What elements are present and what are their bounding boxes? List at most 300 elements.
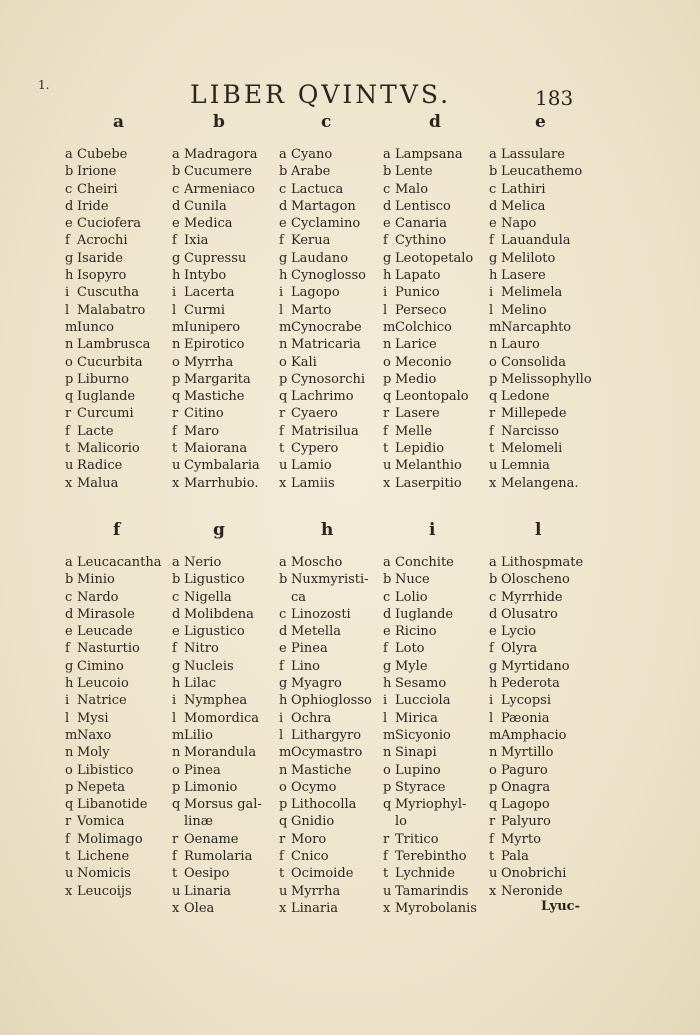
entry-key-letter: i [383,285,388,301]
entry-word: Morandula [184,745,257,761]
index-entry [383,302,495,319]
entry-key-letter: b [279,572,288,588]
entry-key-letter: r [489,406,496,422]
index-entry [489,658,601,675]
index-entry [383,692,495,709]
entry-word: Lampsana [395,147,463,162]
entry-word: Napo [501,216,537,232]
entry-key-letter: x [279,475,287,491]
entry-word: Lagopo [501,797,550,813]
entry-key-letter: p [172,371,181,387]
entry-key-letter: q [383,389,392,405]
index-entry [489,744,601,761]
index-entry [172,883,284,900]
entry-key-letter: e [65,216,73,232]
entry-word: Limonio [184,779,238,795]
index-entry [383,457,495,474]
entry-key-letter: f [65,641,70,657]
entry-key-letter: g [65,658,74,674]
entry-key-letter: t [65,441,71,457]
entry-word: Iuglande [77,389,136,405]
index-entry [172,571,284,588]
entry-word: Amphacio [501,727,567,743]
entry-word: Cymbalaria [184,458,260,474]
entry-key-letter: u [279,458,288,474]
entry-word: Molibdena [184,606,254,622]
index-entry [489,865,601,882]
entry-word: Linozosti [291,606,351,622]
index-entry [172,865,284,882]
entry-word: Mirica [395,710,438,726]
entry-key-letter: e [65,624,73,640]
index-entry [172,215,284,232]
page-number: 183 [535,86,574,110]
entry-word: Nardo [77,589,119,605]
index-entry [65,727,177,744]
index-column [489,554,601,900]
entry-key-letter: a [279,555,287,570]
index-column [383,554,495,917]
index-entry [172,692,284,709]
index-entry [489,710,601,727]
entry-word: Melino [501,302,547,318]
index-entry [489,457,601,474]
entry-key-letter: d [279,624,288,640]
index-entry [65,623,177,640]
entry-key-letter: e [489,216,497,232]
index-entry [172,675,284,692]
entry-key-letter: o [279,779,287,795]
entry-word: Lithargyro [291,727,362,743]
entry-word: Madragora [184,147,258,162]
column-head: c [321,112,332,132]
entry-key-letter: g [172,658,181,674]
index-entry [279,163,391,180]
entry-word: Minio [77,572,115,588]
column-head: a [113,112,125,132]
entry-word: Paguro [501,762,548,778]
entry-key-letter: l [65,302,70,318]
entry-key-letter: x [489,475,497,491]
index-entry [279,710,391,727]
index-entry [489,813,601,830]
entry-key-letter: i [172,285,177,301]
entry-word: Lycopsi [501,693,552,709]
entry-key-letter: c [383,181,391,197]
entry-word: Cimino [77,658,124,674]
index-entry [65,796,177,813]
entry-key-letter: q [172,389,181,405]
entry-key-letter: x [279,900,287,916]
entry-word: Cuciofera [77,216,142,232]
entry-key-letter: l [489,302,494,318]
entry-key-letter: u [383,883,392,899]
entry-key-letter: d [489,606,498,622]
index-entry [172,250,284,267]
index-entry [279,388,391,405]
entry-word: Naxo [77,727,112,743]
entry-word: Malo [395,181,429,197]
index-entry [65,779,177,796]
entry-word: Cyano [291,147,333,162]
index-entry [279,215,391,232]
index-column [383,146,495,492]
entry-key-letter: o [279,354,287,370]
entry-word: Leucacantha [77,555,162,570]
entry-key-letter: b [489,164,498,180]
entry-word: Lamio [291,458,332,474]
entry-key-letter: e [383,216,391,232]
entry-key-letter: x [489,883,497,899]
entry-key-letter: r [383,831,390,847]
index-entry [489,606,601,623]
index-entry [383,589,495,606]
entry-key-letter: t [489,441,495,457]
entry-word: Cynocrabe [291,319,362,335]
entry-key-letter: g [383,658,392,674]
index-entry [489,388,601,405]
entry-word: Iuglande [395,606,454,622]
index-entry [489,727,601,744]
index-entry [279,762,391,779]
entry-word: lo [395,814,407,830]
entry-key-letter: i [489,285,494,301]
entry-key-letter: a [489,147,497,162]
entry-word: linæ [184,814,213,830]
index-entry [65,571,177,588]
entry-word: Lolio [395,589,428,605]
entry-key-letter: u [65,458,74,474]
index-entry [172,796,284,813]
entry-word: Lactuca [291,181,344,197]
index-entry [489,554,601,571]
index-entry [172,727,284,744]
entry-word: Pinea [291,641,328,657]
entry-word: Myriophyl- [395,797,467,813]
index-entry [172,710,284,727]
entry-key-letter: d [279,198,288,214]
index-entry [65,198,177,215]
index-entry [489,675,601,692]
entry-word: Laserpitio [395,475,462,491]
entry-word: Malicorio [77,441,140,457]
entry-key-letter: d [383,198,392,214]
entry-key-letter: c [172,589,180,605]
entry-word: Isaride [77,250,123,266]
entry-key-letter: f [65,233,70,249]
entry-key-letter: c [172,181,180,197]
entry-word: Intybo [184,268,227,284]
entry-key-letter: n [383,745,392,761]
index-entry [172,813,284,830]
index-entry [279,336,391,353]
index-entry [279,865,391,882]
entry-key-letter: i [65,693,70,709]
entry-key-letter: o [489,354,497,370]
index-entry [65,457,177,474]
index-entry [279,779,391,796]
index-entry [383,900,495,917]
index-entry [383,606,495,623]
index-entry [279,232,391,249]
entry-key-letter: a [172,555,180,570]
index-entry [489,640,601,657]
entry-key-letter: g [172,250,181,266]
entry-key-letter: g [489,250,498,266]
index-entry [65,267,177,284]
index-column [489,146,601,492]
index-entry [65,215,177,232]
index-entry [489,623,601,640]
entry-key-letter: c [489,181,497,197]
entry-key-letter: u [489,458,498,474]
entry-word: Meconio [395,354,452,370]
entry-key-letter: p [65,371,74,387]
entry-key-letter: h [65,268,74,284]
entry-word: Leotopetalo [395,250,474,266]
index-entry [489,250,601,267]
entry-word: Lepidio [395,441,445,457]
index-entry [489,589,601,606]
entry-word: Vomica [77,814,125,830]
entry-key-letter: o [383,762,391,778]
entry-key-letter: d [172,606,181,622]
entry-word: Medio [395,371,437,387]
index-entry [489,405,601,422]
index-entry [383,554,495,571]
column-head: h [321,520,334,540]
entry-key-letter: n [279,762,288,778]
index-entry [489,440,601,457]
index-entry [172,388,284,405]
index-entry [172,198,284,215]
entry-word: Moscho [291,555,343,570]
entry-word: Nuce [395,572,430,588]
entry-key-letter: h [279,693,288,709]
entry-word: Laudano [291,250,349,266]
catchword: Lyuc- [541,899,580,914]
index-entry [279,848,391,865]
index-entry [65,692,177,709]
entry-word: Ocymastro [291,745,363,761]
entry-key-letter: u [172,458,181,474]
index-entry [383,388,495,405]
entry-key-letter: f [383,423,388,439]
entry-key-letter: o [65,762,73,778]
index-entry [65,440,177,457]
entry-word: Colchico [395,319,452,335]
entry-word: Lauandula [501,233,571,249]
index-entry [172,554,284,571]
index-entry [172,606,284,623]
entry-key-letter: q [65,389,74,405]
entry-key-letter: t [279,866,285,882]
entry-key-letter: f [383,233,388,249]
entry-key-letter: a [383,147,391,162]
index-entry [489,336,601,353]
entry-key-letter: a [65,147,73,162]
entry-key-letter: b [65,164,74,180]
entry-word: Tritico [395,831,439,847]
index-entry [65,302,177,319]
index-entry [279,146,391,163]
entry-key-letter: c [489,589,497,605]
entry-key-letter: n [65,745,74,761]
entry-word: Ricino [395,624,437,640]
index-entry [489,163,601,180]
entry-word: Nomicis [77,866,131,882]
entry-word: Nepeta [77,779,126,795]
index-entry [489,181,601,198]
entry-word: Nitro [184,641,219,657]
entry-key-letter: r [65,406,72,422]
entry-key-letter: o [65,354,73,370]
entry-key-letter: u [172,883,181,899]
entry-word: Lapato [395,268,441,284]
index-entry [279,606,391,623]
index-entry [65,658,177,675]
index-entry [65,319,177,336]
entry-word: Lithocolla [291,797,357,813]
entry-word: Melica [501,198,546,214]
entry-key-letter: r [279,831,286,847]
index-entry [279,744,391,761]
entry-key-letter: f [65,423,70,439]
entry-key-letter: g [279,250,288,266]
entry-word: Epirotico [184,337,245,353]
entry-key-letter: m [489,319,502,335]
entry-word: Lemnia [501,458,550,474]
entry-word: Cuscutha [77,285,139,301]
entry-key-letter: r [279,406,286,422]
entry-key-letter: p [383,371,392,387]
index-entry [489,215,601,232]
entry-word: Lycio [501,624,537,640]
entry-key-letter: d [172,198,181,214]
entry-word: Cucumere [184,164,252,180]
entry-word: Oename [184,831,239,847]
entry-word: Pederota [501,676,560,692]
index-entry [383,762,495,779]
index-entry [65,371,177,388]
entry-word: Cupressu [184,250,247,266]
entry-word: Momordica [184,710,260,726]
index-entry [383,831,495,848]
entry-key-letter: h [383,268,392,284]
entry-key-letter: f [279,233,284,249]
entry-word: Ledone [501,389,550,405]
index-entry [65,181,177,198]
entry-word: Maiorana [184,441,248,457]
entry-word: Lathiri [501,181,546,197]
entry-key-letter: l [489,710,494,726]
entry-key-letter: f [279,849,284,865]
entry-word: Oesipo [184,866,230,882]
index-entry [489,423,601,440]
index-entry [172,146,284,163]
index-entry [172,284,284,301]
index-entry [65,762,177,779]
index-entry [279,831,391,848]
index-entry [279,354,391,371]
index-entry [172,336,284,353]
entry-word: Irione [77,164,117,180]
index-entry [279,405,391,422]
entry-key-letter: e [489,624,497,640]
entry-key-letter: q [279,814,288,830]
index-entry [279,284,391,301]
entry-key-letter: f [279,423,284,439]
index-entry [383,423,495,440]
entry-word: Myrto [501,831,541,847]
entry-key-letter: x [383,900,391,916]
index-entry [65,831,177,848]
entry-word: Marto [291,302,332,318]
entry-key-letter: n [172,745,181,761]
index-entry [65,336,177,353]
entry-key-letter: d [65,606,74,622]
index-entry [65,883,177,900]
index-entry [65,146,177,163]
index-entry [489,302,601,319]
entry-key-letter: n [383,337,392,353]
entry-key-letter: r [65,814,72,830]
index-entry [279,457,391,474]
index-entry [383,232,495,249]
entry-word: Lachrimo [291,389,354,405]
entry-key-letter: m [172,319,185,335]
entry-key-letter: p [172,779,181,795]
entry-key-letter: a [65,555,73,570]
entry-word: Iunipero [184,319,241,335]
entry-word: Ophioglosso [291,693,372,709]
index-entry [65,388,177,405]
entry-word: Lasere [501,268,546,284]
entry-key-letter [383,813,395,830]
entry-word: Melanthio [395,458,462,474]
entry-word: Loto [395,641,425,657]
index-entry [489,475,601,492]
entry-key-letter: f [489,233,494,249]
entry-key-letter: f [279,658,284,674]
index-entry [172,423,284,440]
entry-key-letter: b [172,572,181,588]
entry-word: Ocymo [291,779,337,795]
entry-word: Metella [291,624,341,640]
entry-word: Curcumi [77,406,134,422]
index-entry [383,198,495,215]
index-entry [383,250,495,267]
entry-word: Narcisso [501,423,559,439]
entry-word: Perseco [395,302,447,318]
index-entry [383,796,495,813]
entry-word: Cucurbita [77,354,143,370]
entry-word: Leucathemo [501,164,583,180]
index-entry [383,883,495,900]
entry-word: Mirasole [77,606,135,622]
index-entry [279,727,391,744]
column-head: e [535,112,546,132]
entry-word: Cynoglosso [291,268,366,284]
entry-key-letter: b [383,572,392,588]
entry-word: Cnico [291,849,329,865]
index-entry [279,440,391,457]
entry-key-letter: m [279,745,292,761]
entry-word: Myrrha [184,354,234,370]
entry-key-letter: e [279,641,287,657]
index-entry [279,250,391,267]
entry-word: Lichene [77,849,130,865]
